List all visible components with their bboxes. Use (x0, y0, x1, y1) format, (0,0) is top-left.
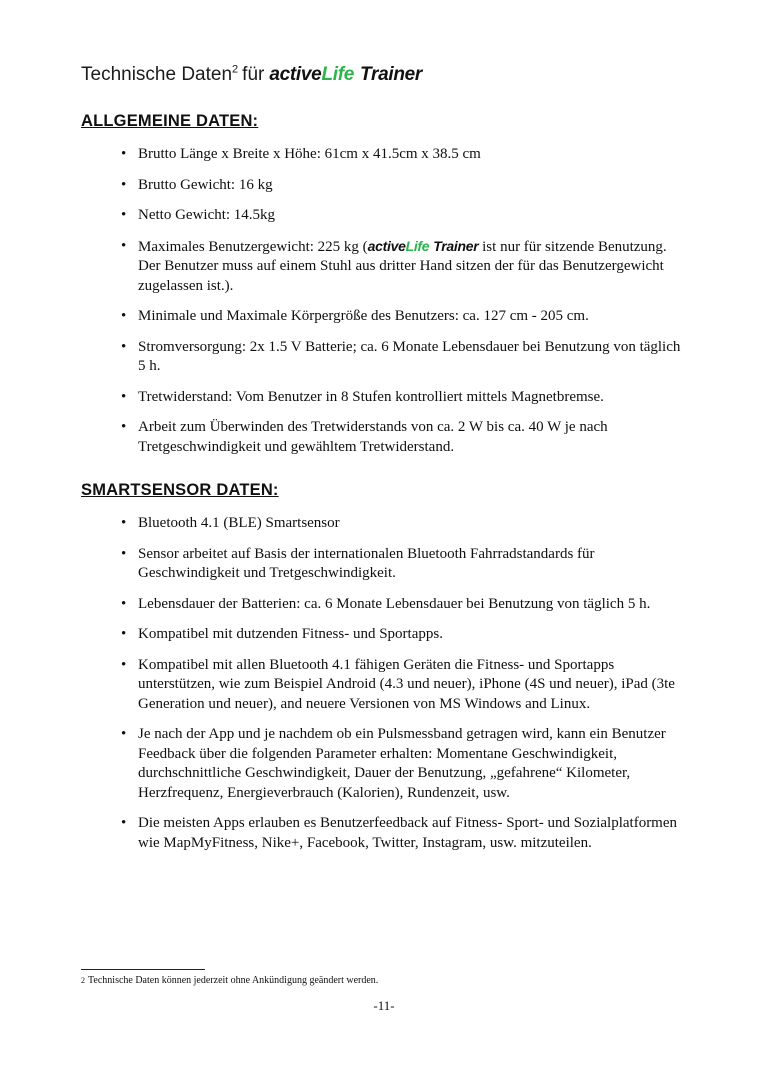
title-connector: für (242, 64, 265, 85)
section-heading-smartsensor-daten: SMARTSENSOR DATEN: (81, 481, 279, 499)
title-footnote-reference: 2 (232, 63, 239, 76)
list-item (81, 145, 690, 165)
list-item (81, 656, 690, 715)
footnote-text: Technische Daten können jederzeit ohne Ankündigung geändert werden. (88, 975, 379, 986)
footnote-separator (81, 969, 205, 970)
title-text: Technische Daten (81, 64, 233, 85)
page-title (81, 64, 422, 86)
list-item-text-pre: Maximales Benutzergewicht: 225 kg ( (138, 238, 368, 255)
bullet-icon: • (121, 237, 127, 254)
list-item-text: Lebensdauer der Batterien: ca. 6 Monate Lebensdauer bei Benutzung von täglich 5 h. (138, 595, 651, 612)
list-item (81, 595, 690, 615)
bullet-icon: • (121, 338, 127, 355)
bullet-icon: • (121, 176, 127, 193)
brand-logo-inline (368, 238, 479, 254)
list-item (81, 725, 690, 803)
brand-active: active (269, 64, 322, 85)
list-item-text: Je nach der App und je nachdem ob ein Pulsmessband getragen wird, kann ein Benutzer Feedback über die folgenden Parameter erhalten: Momentane Geschwindigkeit, durchschnittliche Geschwindigkeit, Dauer der Benutzung, „gefahrene“ Kilometer, Herzfrequenz, Energieverbrauch (Kalorien), Rundenzeit, usw. (138, 726, 666, 801)
bullet-icon: • (121, 146, 127, 162)
list-item-text: Minimale und Maximale Körpergröße des Benutzers: ca. 127 cm - 205 cm. (138, 308, 589, 324)
bullet-icon: • (121, 656, 127, 673)
list-item (81, 514, 690, 534)
list-item-text: Brutto Gewicht: 16 kg (138, 176, 273, 193)
list-item (81, 338, 690, 377)
list-item (81, 814, 690, 853)
list-item-text: Kompatibel mit dutzenden Fitness- und Sportapps. (138, 626, 443, 642)
list-item (81, 237, 690, 297)
brand-trainer: Trainer (360, 64, 423, 85)
bullet-icon: • (121, 595, 127, 612)
bullet-icon: • (121, 815, 127, 831)
bullet-icon: • (121, 207, 127, 223)
bullet-icon: • (121, 726, 127, 742)
list-item (81, 418, 690, 457)
list-item-text: Arbeit zum Überwinden des Tretwiderstands von ca. 2 W bis ca. 40 W je nach Tretgeschwindigkeit und gewähltem Tretwiderstand. (138, 419, 608, 455)
brand-trainer: Trainer (433, 237, 479, 254)
section-heading-allgemeine-daten: ALLGEMEINE DATEN: (81, 112, 259, 130)
bullet-icon: • (121, 388, 127, 405)
bullet-icon: • (121, 308, 127, 324)
section-smartsensor-daten (81, 481, 690, 853)
bullet-icon: • (121, 515, 127, 531)
list-item-text: Die meisten Apps erlauben es Benutzerfeedback auf Fitness- Sport- und Sozialplatformen wie MapMyFitness, Nike+, Facebook, Twitter, Instagram, usw. mitzuteilen. (138, 815, 678, 851)
bullet-list-allgemeine (81, 145, 690, 457)
list-item-text: Netto Gewicht: 14.5kg (138, 207, 276, 223)
list-item-text: Brutto Länge x Breite x Höhe: 61cm x 41.5cm x 38.5 cm (138, 146, 481, 162)
list-item (81, 388, 690, 408)
bullet-icon: • (121, 545, 127, 562)
list-item (81, 307, 690, 327)
list-item-text: Tretwiderstand: Vom Benutzer in 8 Stufen kontrolliert mittels Magnetbremse. (138, 388, 604, 405)
section-allgemeine-daten (81, 112, 690, 457)
list-item (81, 206, 690, 226)
list-item-text: Bluetooth 4.1 (BLE) Smartsensor (138, 515, 340, 531)
brand-logo (269, 64, 422, 85)
list-item-text-post: ist nur für sitzende Benutzung. Der Benutzer muss auf einem Stuhl aus dritter Hand sitzen der für das Benutzergewicht zugelassen ist.). (138, 238, 667, 294)
list-item (81, 545, 690, 584)
bullet-icon: • (121, 626, 127, 642)
footnote (81, 975, 378, 986)
brand-life: Life (405, 237, 430, 254)
list-item-text: Kompatibel mit allen Bluetooth 4.1 fähigen Geräten die Fitness- und Sportapps unterstützen, wie zum Beispiel Android (4.3 und neuer), iPhone (4S und neuer), iPad (3te Generation und neuer), and neuere Versionen von MS Windows and Linux. (138, 656, 675, 712)
bullet-icon: • (121, 419, 127, 435)
list-item-text: Sensor arbeitet auf Basis der internationalen Bluetooth Fahrradstandards für Geschwindigkeit und Tretgeschwindigkeit. (138, 545, 595, 581)
list-item-text: Stromversorgung: 2x 1.5 V Batterie; ca. 6 Monate Lebensdauer bei Benutzung von täglich 5 h. (138, 338, 681, 374)
document-body (81, 112, 690, 864)
brand-active: active (367, 237, 406, 254)
list-item (81, 176, 690, 196)
footnote-marker: 2 (81, 976, 85, 985)
brand-life: Life (321, 64, 355, 85)
list-item (81, 625, 690, 645)
page-number: -11- (373, 998, 395, 1013)
bullet-list-smartsensor (81, 514, 690, 853)
